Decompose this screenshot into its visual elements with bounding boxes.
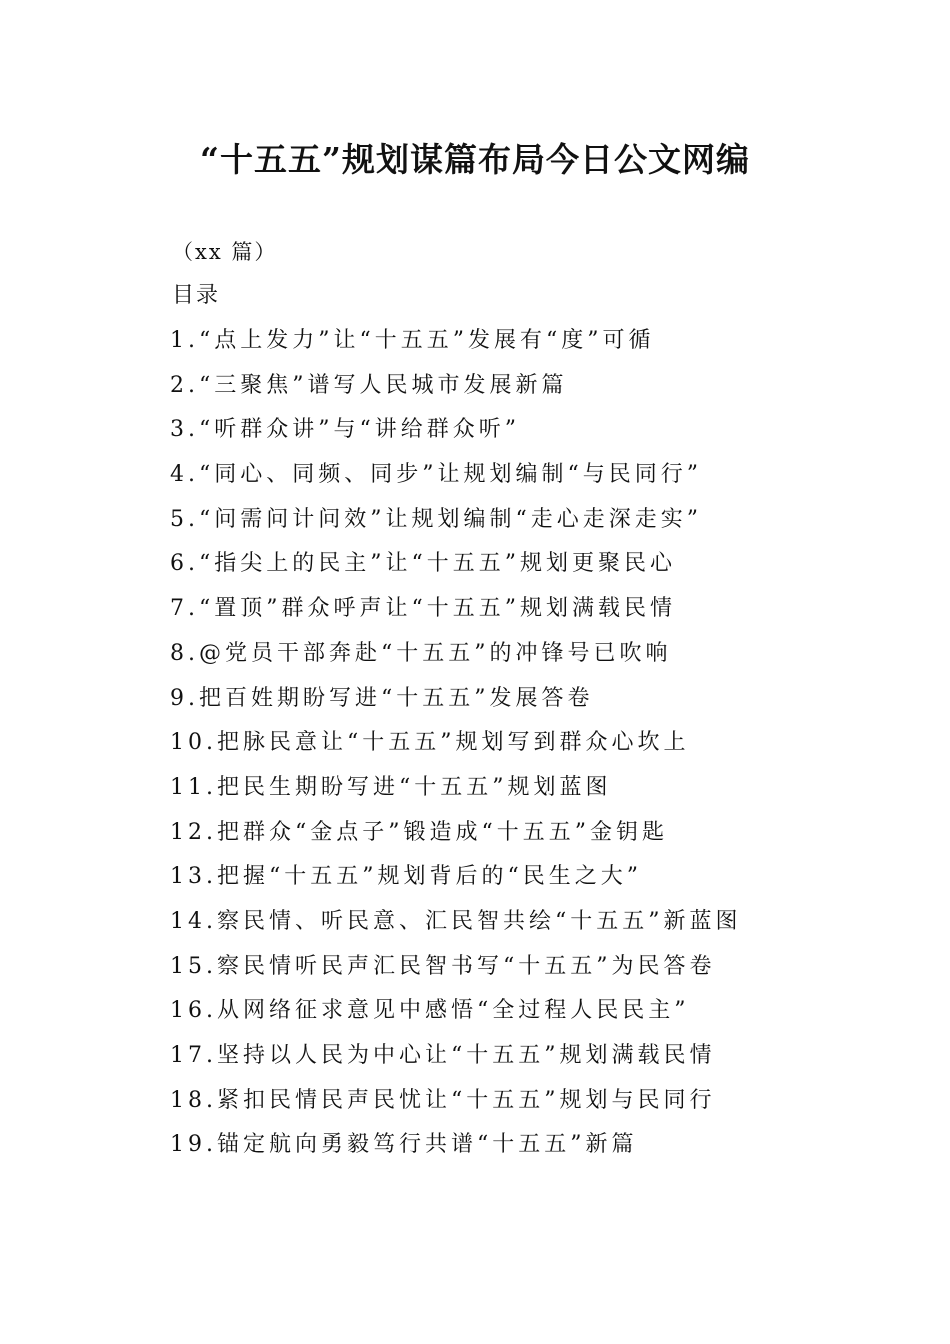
document-title: “十五五”规划谋篇布局今日公文网编	[200, 140, 750, 179]
article-count: （xx 篇）	[172, 240, 278, 264]
toc-item-2: 2.“三聚焦”谱写人民城市发展新篇	[170, 372, 568, 398]
toc-item-11: 11.把民生期盼写进“十五五”规划蓝图	[170, 774, 612, 800]
toc-item-12: 12.把群众“金点子”锻造成“十五五”金钥匙	[170, 819, 668, 845]
toc-item-16: 16.从网络征求意见中感悟“全过程人民民主”	[170, 998, 690, 1024]
toc-item-13: 13.把握“十五五”规划背后的“民生之大”	[170, 864, 642, 890]
toc-item-4: 4.“同心、同频、同步”让规划编制“与民同行”	[170, 462, 702, 488]
toc-item-7: 7.“置顶”群众呼声让“十五五”规划满载民情	[170, 596, 676, 622]
toc-item-5: 5.“问需问计问效”让规划编制“走心走深走实”	[170, 506, 702, 532]
toc-item-15: 15.察民情听民声汇民智书写“十五五”为民答卷	[170, 953, 716, 979]
toc-item-3: 3.“听群众讲”与“讲给群众听”	[170, 417, 520, 443]
toc-item-14: 14.察民情、听民意、汇民智共绘“十五五”新蓝图	[170, 908, 742, 934]
toc-item-6: 6.“指尖上的民主”让“十五五”规划更聚民心	[170, 551, 676, 577]
toc-item-1: 1.“点上发力”让“十五五”发展有“度”可循	[170, 328, 655, 353]
toc-list	[170, 324, 890, 1173]
toc-item-19: 19.锚定航向勇毅笃行共谱“十五五”新篇	[170, 1132, 638, 1158]
toc-heading: 目录	[172, 283, 221, 308]
toc-item-8: 8.@党员干部奔赴“十五五”的冲锋号已吹响	[170, 640, 672, 666]
toc-item-17: 17.坚持以人民为中心让“十五五”规划满载民情	[170, 1043, 716, 1068]
toc-item-18: 18.紧扣民情民声民忧让“十五五”规划与民同行	[170, 1087, 716, 1113]
toc-item-9: 9.把百姓期盼写进“十五五”发展答卷	[170, 685, 594, 711]
toc-item-10: 10.把脉民意让“十五五”规划写到群众心坎上	[170, 730, 690, 756]
